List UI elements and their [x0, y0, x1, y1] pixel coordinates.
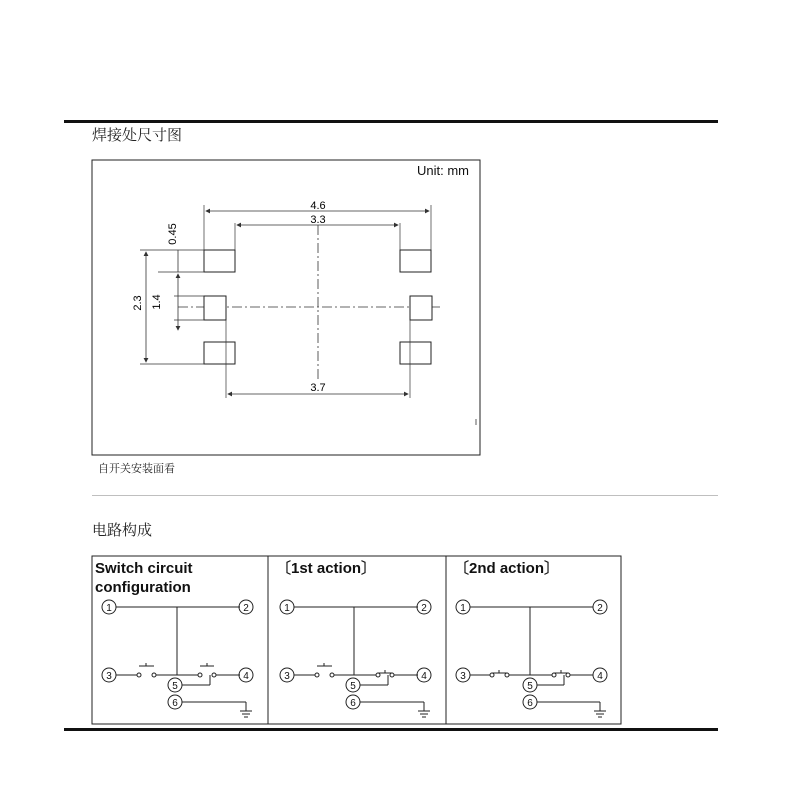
terminal-5: 5: [527, 681, 533, 692]
dim-label-3-7: 3.7: [310, 382, 326, 394]
panel-title-1st-action: 〔1st action〕: [276, 560, 377, 577]
terminal-1: 1: [106, 603, 112, 614]
panel-title-line2: configuration: [95, 579, 191, 596]
dim-label-3-3: 3.3: [310, 214, 326, 226]
panel-title-line1: Switch circuit: [95, 560, 193, 577]
dim-label-4-6: 4.6: [310, 200, 326, 212]
bottom-rule: [64, 728, 718, 731]
circuit-heading: 电路构成: [92, 521, 153, 539]
terminal-3: 3: [460, 671, 466, 682]
terminal-3: 3: [106, 671, 112, 682]
terminal-2: 2: [243, 603, 249, 614]
terminal-5: 5: [172, 681, 178, 692]
terminal-6: 6: [527, 698, 533, 709]
terminal-1: 1: [460, 603, 466, 614]
dim-label-2-3: 2.3: [132, 295, 144, 311]
unit-label: Unit: mm: [417, 163, 469, 178]
terminal-5: 5: [350, 681, 356, 692]
solder-dimension-heading: 焊接处尺寸图: [92, 126, 183, 144]
panel-title-2nd-action: 〔2nd action〕: [454, 560, 560, 577]
terminal-2: 2: [597, 603, 603, 614]
panel-title-switch-config: [95, 559, 193, 597]
terminal-4: 4: [597, 671, 603, 682]
terminal-4: 4: [243, 671, 249, 682]
terminal-3: 3: [284, 671, 290, 682]
dim-label-0-45: 0.45: [167, 223, 179, 245]
terminal-6: 6: [172, 698, 178, 709]
dim-label-1-4: 1.4: [151, 294, 163, 310]
terminal-2: 2: [421, 603, 427, 614]
terminal-4: 4: [421, 671, 427, 682]
mounting-view-caption: 自开关安装面看: [98, 462, 175, 475]
terminal-6: 6: [350, 698, 356, 709]
terminal-1: 1: [284, 603, 290, 614]
